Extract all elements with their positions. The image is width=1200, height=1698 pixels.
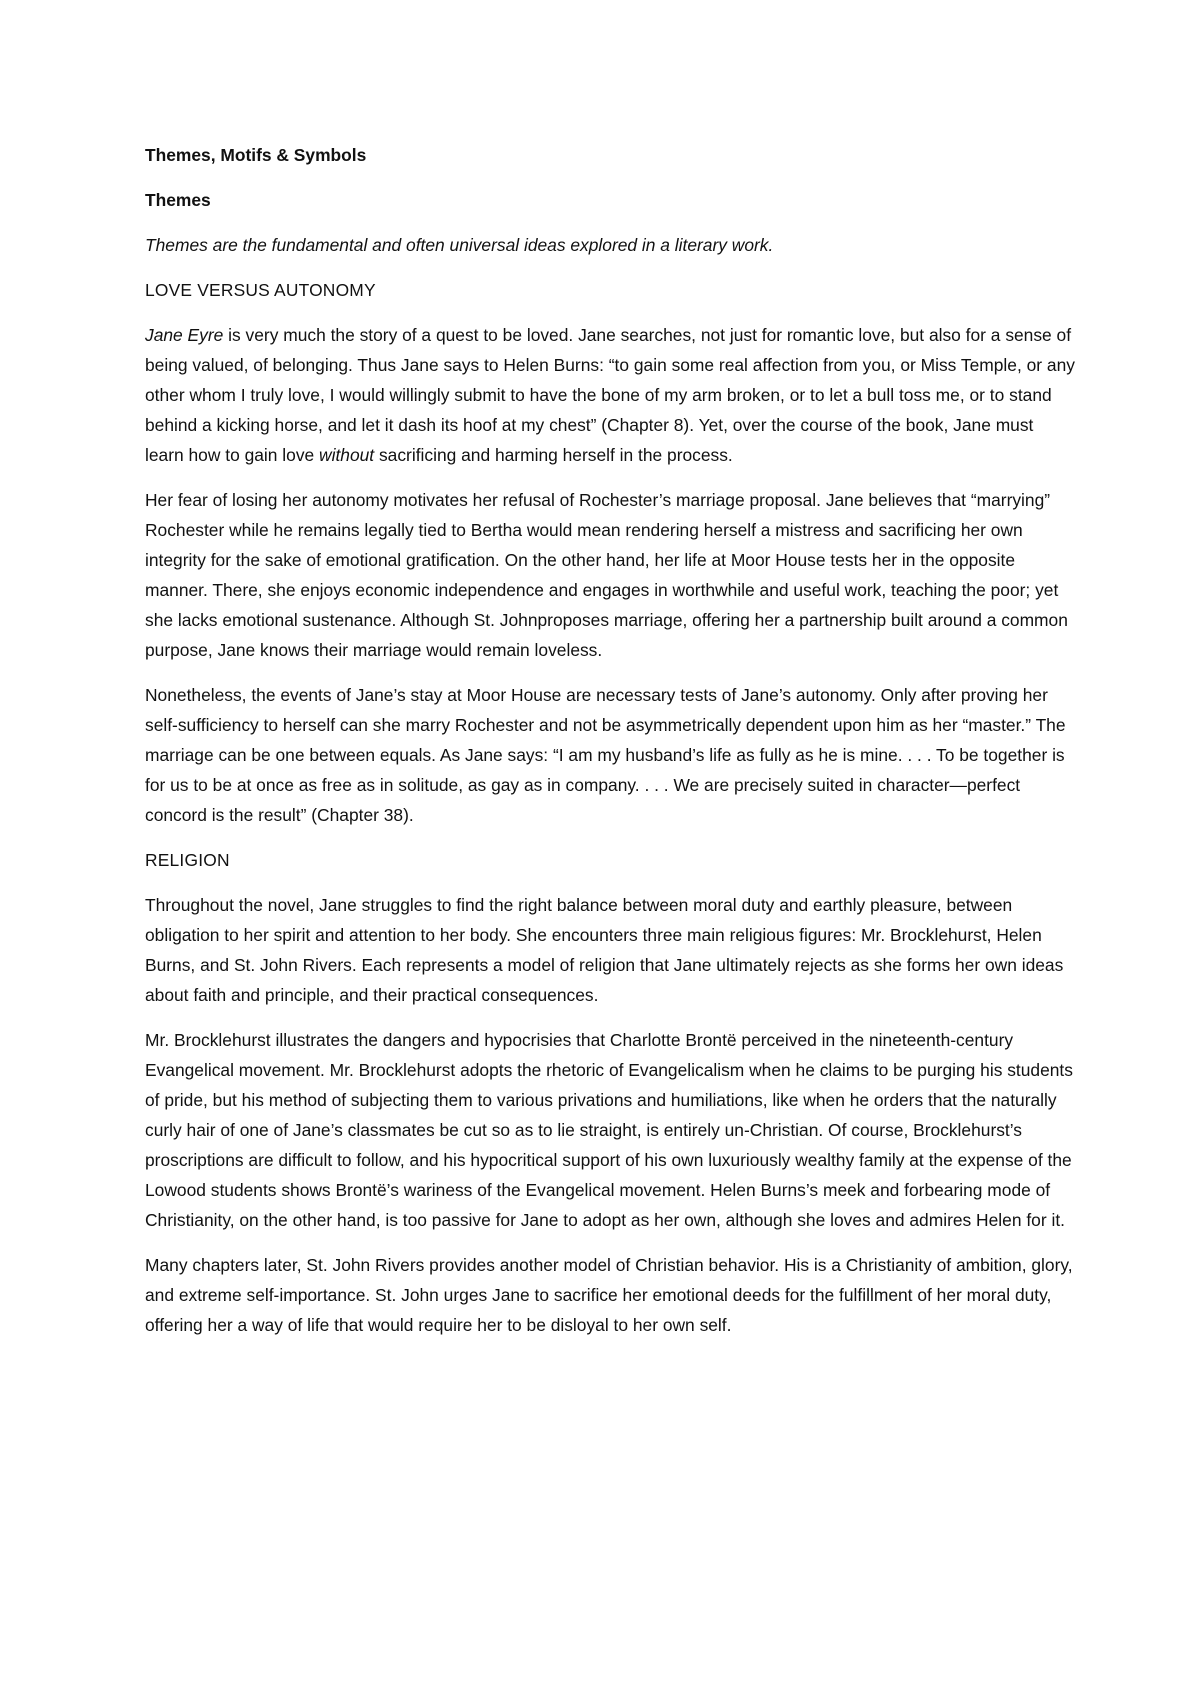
section-heading-religion: RELIGION [145,850,230,870]
italic-title: Jane Eyre [145,325,224,345]
intro-text: Themes are the fundamental and often universal ideas explored in a literary work. [145,235,774,255]
paragraph-love-2: Her fear of losing her autonomy motivates her refusal of Rochester’s marriage proposal. Jane believes that “marrying” Rochester while he remains legally tied to Bertha would mean rendering herself a mistress and sacrificing her own integrity for the sake of emotional gratification. On the other hand, her life at Moor House tests her in the opposite manner. There, she enjoys economic independence and engages in worthwhile and useful work, teaching the poor; yet she lacks emotional sustenance. Although St. Johnproposes marriage, offering her a partnership built around a common purpose, Jane knows their marriage would remain loveless. [145,490,1068,660]
section-subtitle: Themes [145,190,211,210]
paragraph-religion-3: Many chapters later, St. John Rivers provides another model of Christian behavior. His is a Christianity of ambition, glory, and extreme self-importance. St. John urges Jane to sacrifice her emotional deeds for the fulfillment of her moral duty, offering her a way of life that would require her to be disloyal to her own self. [145,1255,1073,1335]
paragraph-religion-2: Mr. Brocklehurst illustrates the dangers and hypocrisies that Charlotte Brontë perceived in the nineteenth-century Evangelical movement. Mr. Brocklehurst adopts the rhetoric of Evangelicalism when he claims to be purging his students of pride, but his method of subjecting them to various privations and humiliations, like when he orders that the naturally curly hair of one of Jane’s classmates be cut so as to lie straight, is entirely un-Christian. Of course, Brocklehurst’s proscriptions are difficult to follow, and his hypocritical support of his own luxuriously wealthy family at the expense of the Lowood students shows Brontë’s wariness of the Evangelical movement. Helen Burns’s meek and forbearing mode of Christianity, on the other hand, is too passive for Jane to adopt as her own, although she loves and admires Helen for it. [145,1030,1073,1230]
paragraph-love-3: Nonetheless, the events of Jane’s stay at Moor House are necessary tests of Jane’s autonomy. Only after proving her self-sufficiency to herself can she marry Rochester and not be asymmetrically dependent upon him as her “master.” The marriage can be one between equals. As Jane says: “I am my husband’s life as fully as he is mine. . . . To be together is for us to be at once as free as in solitude, as gay as in company. . . . We are precisely suited in character—perfect concord is the result” (Chapter 38). [145,685,1066,825]
document-page [145,140,1075,1355]
paragraph-text: sacrificing and harming herself in the process. [374,445,733,465]
italic-emphasis: without [319,445,375,465]
paragraph-religion-1: Throughout the novel, Jane struggles to find the right balance between moral duty and earthly pleasure, between obligation to her spirit and attention to her body. She encounters three main religious figures: Mr. Brocklehurst, Helen Burns, and St. John Rivers. Each represents a model of religion that Jane ultimately rejects as she forms her own ideas about faith and principle, and their practical consequences. [145,895,1064,1005]
section-heading-love: LOVE VERSUS AUTONOMY [145,280,376,300]
paragraph-love-1 [145,320,1075,470]
paragraph-text: is very much the story of a quest to be loved. Jane searches, not just for romantic love, but also for a sense of being valued, of belonging. Thus Jane says to Helen Burns: “to gain some real affection from you, or Miss Temple, or any other whom I truly love, I would willingly submit to have the bone of my arm broken, or to let a bull toss me, or to stand behind a kicking horse, and let it dash its hoof at my chest” (Chapter 8). Yet, over the course of the book, Jane must learn how to gain love [145,325,1075,465]
document-title: Themes, Motifs & Symbols [145,145,367,165]
